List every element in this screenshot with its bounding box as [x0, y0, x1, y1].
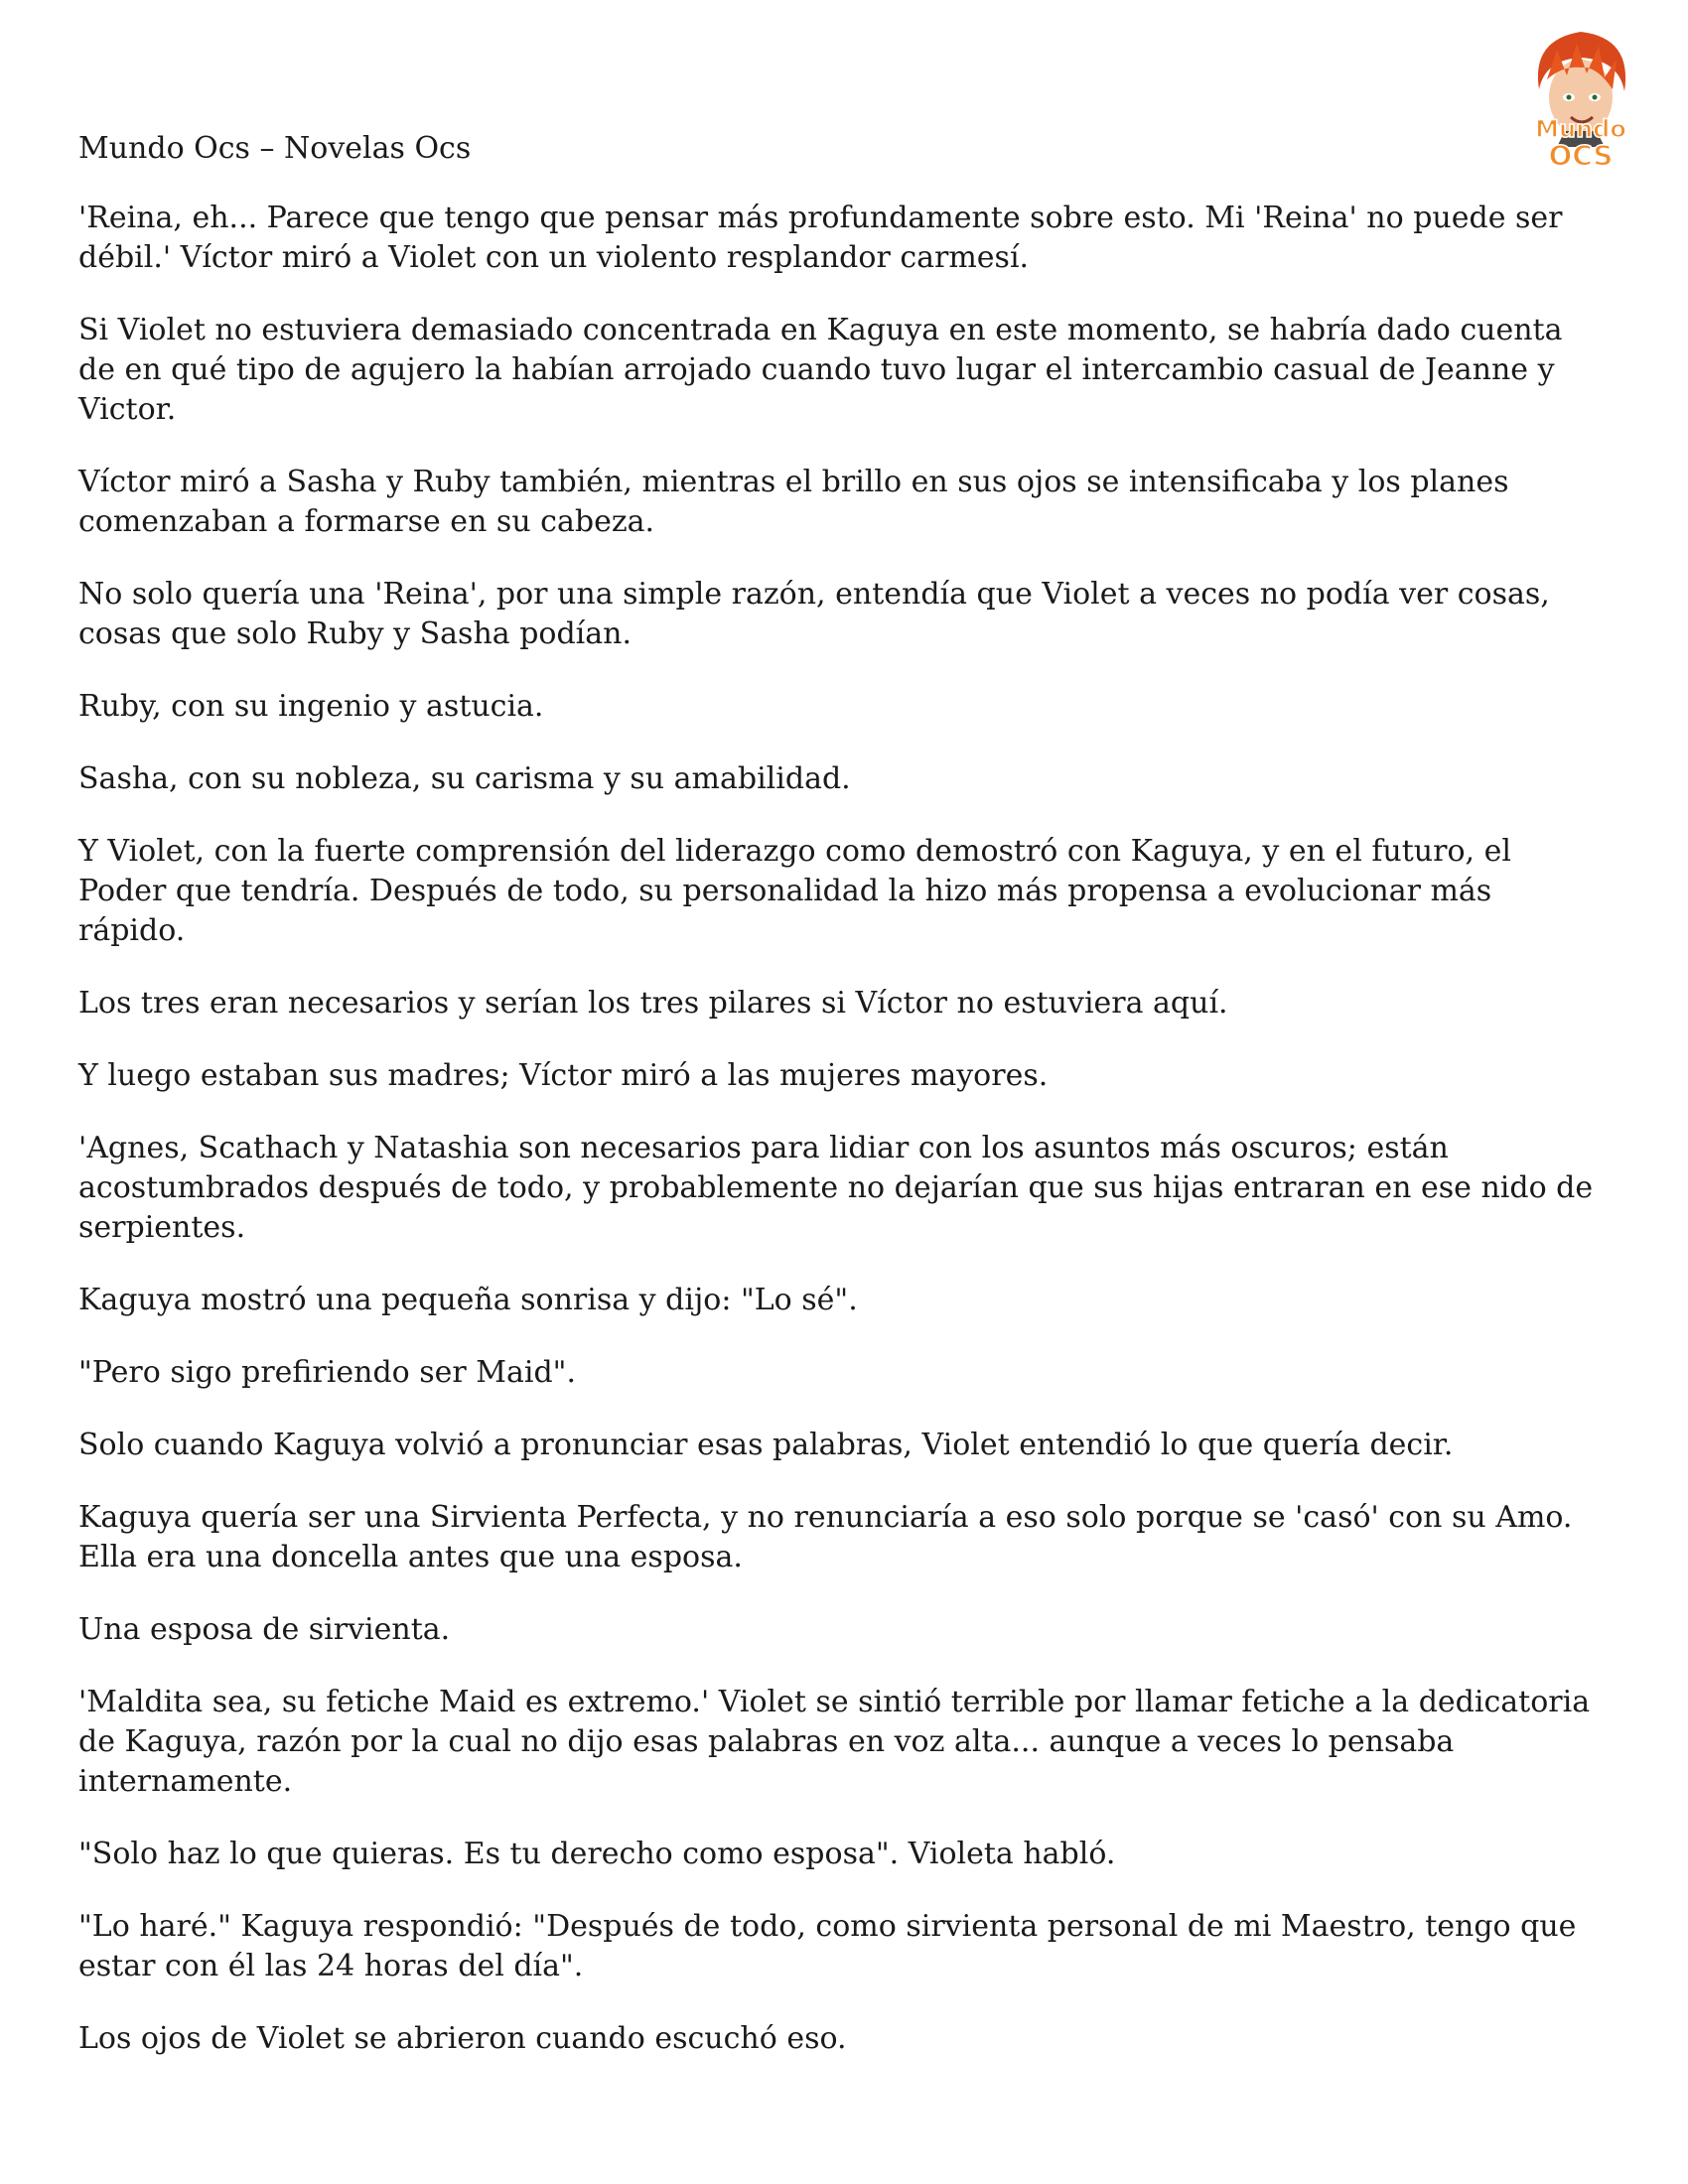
- paragraph: Y Violet, con la fuerte comprensión del liderazgo como demostró con Kaguya, y en el futuro, el Poder que tendría. Después de todo, su personalidad la hizo más propensa a evolucionar más rápido.: [78, 834, 1511, 948]
- logo-text-top: Mundo: [1535, 115, 1626, 143]
- document-page: [78, 129, 1608, 2092]
- paragraph: Ruby, con su ingenio y astucia.: [78, 689, 544, 724]
- paragraph: Y luego estaban sus madres; Víctor miró a las mujeres mayores.: [78, 1058, 1049, 1093]
- paragraph: 'Reina, eh... Parece que tengo que pensar más profundamente sobre esto. Mi 'Reina' no puede ser débil.' Víctor miró a Violet con un violento resplandor carmesí.: [78, 201, 1563, 275]
- paragraph: Solo cuando Kaguya volvió a pronunciar esas palabras, Violet entendió lo que quería decir.: [78, 1428, 1454, 1462]
- paragraph: Si Violet no estuviera demasiado concentrada en Kaguya en este momento, se habría dado cuenta de en qué tipo de agujero la habían arrojado cuando tuvo lugar el intercambio casual de Jeanne y Victor.: [78, 313, 1563, 427]
- logo-text-bottom: OCS: [1548, 139, 1614, 172]
- paragraph: Los tres eran necesarios y serían los tres pilares si Víctor no estuviera aquí.: [78, 986, 1228, 1021]
- paragraph: 'Agnes, Scathach y Natashia son necesarios para lidiar con los asuntos más oscuros; están acostumbrados después de todo, y probablemente no dejarían que sus hijas entraran en ese nido de serpientes.: [78, 1131, 1594, 1245]
- paragraph: Víctor miró a Sasha y Ruby también, mientras el brillo en sus ojos se intensificaba y los planes comenzaban a formarse en su cabeza.: [78, 465, 1509, 539]
- paragraph: "Lo haré." Kaguya respondió: "Después de todo, como sirvienta personal de mi Maestro, tengo que estar con él las 24 horas del día".: [78, 1909, 1577, 1983]
- paragraph: Kaguya mostró una pequeña sonrisa y dijo: "Lo sé".: [78, 1283, 858, 1317]
- paragraph: Sasha, con su nobleza, su carisma y su amabilidad.: [78, 761, 851, 796]
- document-body: [78, 199, 1608, 2059]
- paragraph: "Pero sigo prefiriendo ser Maid".: [78, 1355, 577, 1390]
- document-header: Mundo Ocs – Novelas Ocs: [78, 131, 472, 166]
- paragraph: "Solo haz lo que quieras. Es tu derecho como esposa". Violeta habló.: [78, 1837, 1116, 1871]
- paragraph: Kaguya quería ser una Sirvienta Perfecta, y no renunciaría a eso solo porque se 'casó' con su Amo. Ella era una doncella antes que una esposa.: [78, 1500, 1573, 1574]
- paragraph: No solo quería una 'Reina', por una simple razón, entendía que Violet a veces no podía ver cosas, cosas que solo Ruby y Sasha podían.: [78, 577, 1550, 651]
- paragraph: 'Maldita sea, su fetiche Maid es extremo.' Violet se sintió terrible por llamar fetiche a la dedicatoria de Kaguya, razón por la cual no dijo esas palabras en voz alta... aunque a veces lo pensaba internamente.: [78, 1685, 1591, 1799]
- paragraph: Los ojos de Violet se abrieron cuando escuchó eso.: [78, 2021, 847, 2056]
- paragraph: Una esposa de sirvienta.: [78, 1612, 451, 1647]
